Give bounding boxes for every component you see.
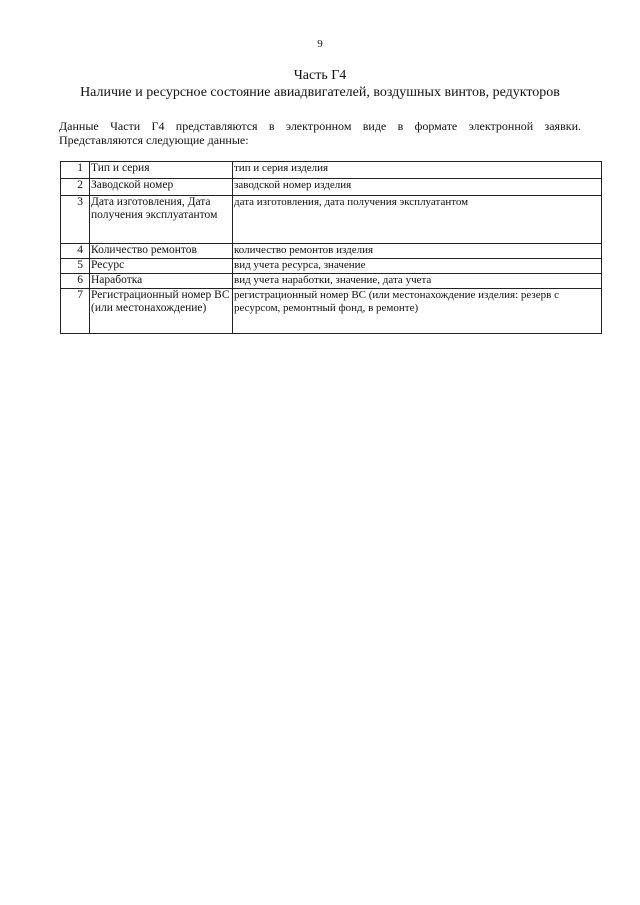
row-number-cell: 5 <box>61 259 90 274</box>
document-subtitle: Наличие и ресурсное состояние авиадвигателей, воздушных винтов, редукторов <box>80 85 560 100</box>
row-number-cell: 6 <box>61 274 90 289</box>
row-number-cell: 2 <box>61 179 90 196</box>
table-body <box>61 162 602 334</box>
field-description-cell: дата изготовления, дата получения эксплуатантом <box>233 196 602 244</box>
field-name-cell: Ресурс <box>90 259 233 274</box>
field-name-cell: Заводской номер <box>90 179 233 196</box>
row-number-cell: 1 <box>61 162 90 179</box>
table-row <box>61 179 602 196</box>
field-description-cell: вид учета ресурса, значение <box>233 259 602 274</box>
page-number: 9 <box>317 38 323 50</box>
data-table <box>60 161 602 334</box>
table-row <box>61 244 602 259</box>
table-row <box>61 274 602 289</box>
field-description-cell: регистрационный номер ВС (или местонахождение изделия: резерв с ресурсом, ремонтный фонд, в ремонте) <box>233 289 602 334</box>
table-row <box>61 259 602 274</box>
row-number-cell: 7 <box>61 289 90 334</box>
field-name-cell: Количество ремонтов <box>90 244 233 259</box>
table-row <box>61 162 602 179</box>
field-name-cell: Тип и серия <box>90 162 233 179</box>
field-name-cell: Наработка <box>90 274 233 289</box>
part-title: Часть Г4 <box>293 68 347 83</box>
table-row <box>61 289 602 334</box>
field-description-cell: количество ремонтов изделия <box>233 244 602 259</box>
table-row <box>61 196 602 244</box>
field-description-cell: заводской номер изделия <box>233 179 602 196</box>
row-number-cell: 4 <box>61 244 90 259</box>
row-number-cell: 3 <box>61 196 90 244</box>
field-name-cell: Регистрационный номер ВС (или местонахождение) <box>90 289 233 334</box>
field-description-cell: тип и серия изделия <box>233 162 602 179</box>
field-name-cell: Дата изготовления, Дата получения эксплуатантом <box>90 196 233 244</box>
field-description-cell: вид учета наработки, значение, дата учета <box>233 274 602 289</box>
intro-paragraph: Данные Части Г4 представляются в электронном виде в формате электронной заявки. Представляются следующие данные: <box>59 119 581 147</box>
